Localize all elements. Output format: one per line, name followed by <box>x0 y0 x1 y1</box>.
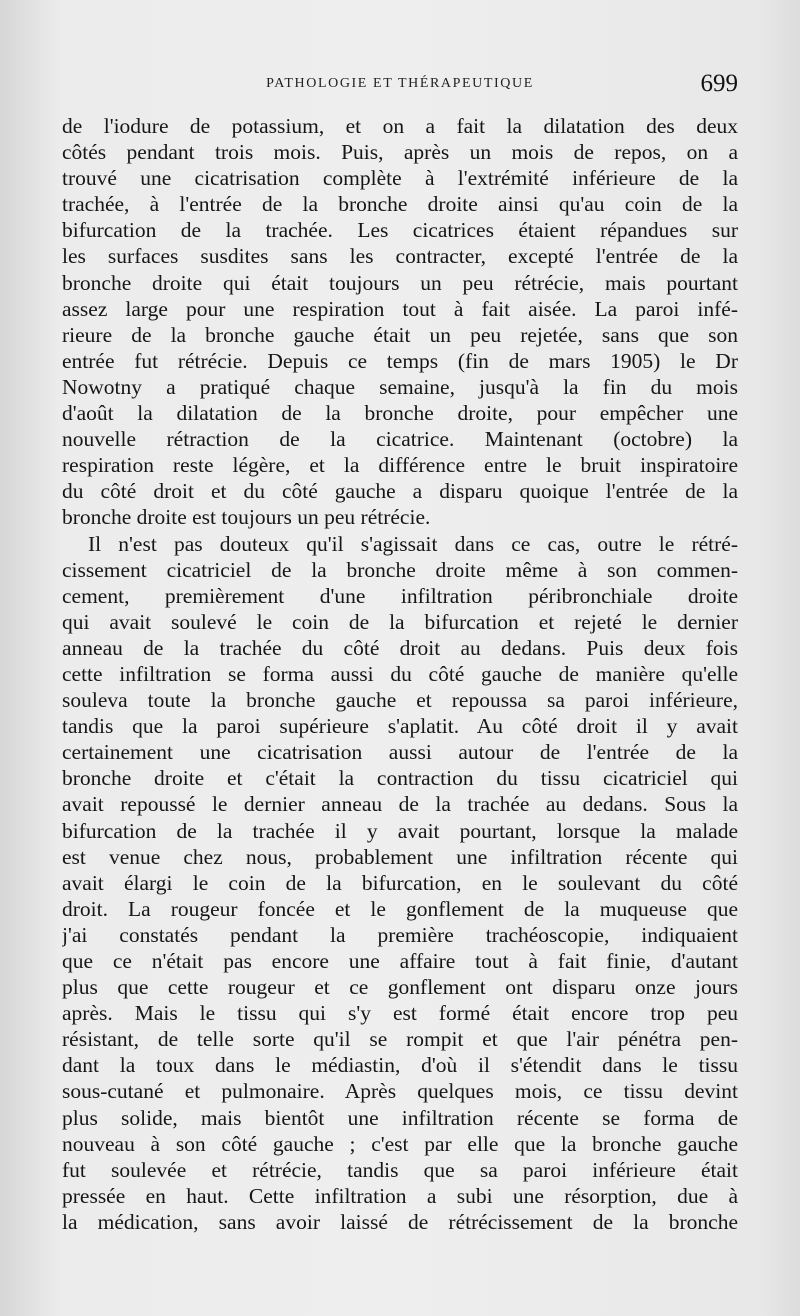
body-text <box>62 113 738 1235</box>
text-line: rieure de la bronche gauche était un peu rejetée, sans que son <box>62 322 738 347</box>
text-line: bifurcation de la trachée. Les cicatrices étaient répandues sur <box>62 218 738 243</box>
text-line: fut soulevée et rétrécie, tandis que sa paroi inférieure était <box>62 1157 738 1182</box>
text-line: est venue chez nous, probablement une infiltration récente qui <box>62 844 738 869</box>
text-line: bifurcation de la trachée il y avait pourtant, lorsque la malade <box>62 818 738 843</box>
text-line: souleva toute la bronche gauche et repoussa sa paroi inférieure, <box>62 688 738 713</box>
text-line: assez large pour une respiration tout à fait aisée. La paroi infé- <box>62 296 738 321</box>
text-line: trachée, à l'entrée de la bronche droite ainsi qu'au coin de la <box>62 192 738 217</box>
text-line: après. Mais le tissu qui s'y est formé était encore trop peu <box>62 1001 738 1026</box>
text-line: du côté droit et du côté gauche a disparu quoique l'entrée de la <box>62 479 738 504</box>
text-line: Il n'est pas douteux qu'il s'agissait dans ce cas, outre le rétré- <box>88 531 738 556</box>
text-line: certainement une cicatrisation aussi autour de l'entrée de la <box>62 740 738 765</box>
text-line: les surfaces susdites sans les contracter, excepté l'entrée de la <box>62 244 738 269</box>
page-number: 699 <box>700 70 738 97</box>
text-line: bronche droite qui était toujours un peu rétrécie, mais pourtant <box>62 270 738 295</box>
text-line: avait élargi le coin de la bifurcation, en le soulevant du côté <box>62 870 738 895</box>
text-line: la médication, sans avoir laissé de rétrécissement de la bronche <box>62 1209 738 1234</box>
paragraph-1 <box>62 113 738 531</box>
text-line: plus que cette rougeur et ce gonflement ont disparu onze jours <box>62 975 738 1000</box>
text-line: sous-cutané et pulmonaire. Après quelques mois, ce tissu devint <box>62 1079 738 1104</box>
text-line: dant la toux dans le médiastin, d'où il s'étendit dans le tissu <box>62 1053 738 1078</box>
text-line: anneau de la trachée du côté droit au dedans. Puis deux fois <box>62 635 738 660</box>
text-line: respiration reste légère, et la différence entre le bruit inspiratoire <box>62 453 738 478</box>
text-line: que ce n'était pas encore une affaire tout à fait finie, d'autant <box>62 949 738 973</box>
running-title: PATHOLOGIE ET THÉRAPEUTIQUE <box>266 76 534 91</box>
text-line: Nowotny a pratiqué chaque semaine, jusqu'à la fin du mois <box>62 374 738 399</box>
paragraph-2 <box>62 531 738 1236</box>
text-line: cement, premièrement d'une infiltration péribronchiale droite <box>62 583 738 608</box>
text-line: bronche droite est toujours un peu rétrécie. <box>62 505 431 530</box>
text-line: d'août la dilatation de la bronche droite, pour empêcher une <box>62 401 738 426</box>
text-line: pressée en haut. Cette infiltration a subi une résorption, due à <box>62 1183 738 1208</box>
page-header <box>62 70 738 100</box>
text-line: avait repoussé le dernier anneau de la trachée au dedans. Sous la <box>62 792 738 817</box>
text-line: résistant, de telle sorte qu'il se rompit et que l'air pénétra pen- <box>62 1027 738 1052</box>
text-line: tandis que la paroi supérieure s'aplatit. Au côté droit il y avait <box>62 714 738 739</box>
text-line: cissement cicatriciel de la bronche droite même à son commen- <box>62 557 738 582</box>
text-line: j'ai constatés pendant la première trachéoscopie, indiquaient <box>62 922 738 947</box>
text-line: qui avait soulevé le coin de la bifurcation et rejeté le dernier <box>62 609 738 634</box>
text-line: droit. La rougeur foncée et le gonflement de la muqueuse que <box>62 896 738 921</box>
text-line: trouvé une cicatrisation complète à l'extrémité inférieure de la <box>62 166 738 191</box>
text-line: nouveau à son côté gauche ; c'est par elle que la bronche gauche <box>62 1131 738 1156</box>
text-line: côtés pendant trois mois. Puis, après un mois de repos, on a <box>62 140 738 165</box>
text-line: de l'iodure de potassium, et on a fait la dilatation des deux <box>62 114 738 138</box>
text-line: plus solide, mais bientôt une infiltration récente se forma de <box>62 1105 738 1130</box>
text-line: nouvelle rétraction de la cicatrice. Maintenant (octobre) la <box>62 427 738 452</box>
text-line: bronche droite et c'était la contraction du tissu cicatriciel qui <box>62 766 738 791</box>
text-line: entrée fut rétrécie. Depuis ce temps (fin de mars 1905) le Dr <box>62 348 738 373</box>
text-line: cette infiltration se forma aussi du côté gauche de manière qu'elle <box>62 661 738 686</box>
